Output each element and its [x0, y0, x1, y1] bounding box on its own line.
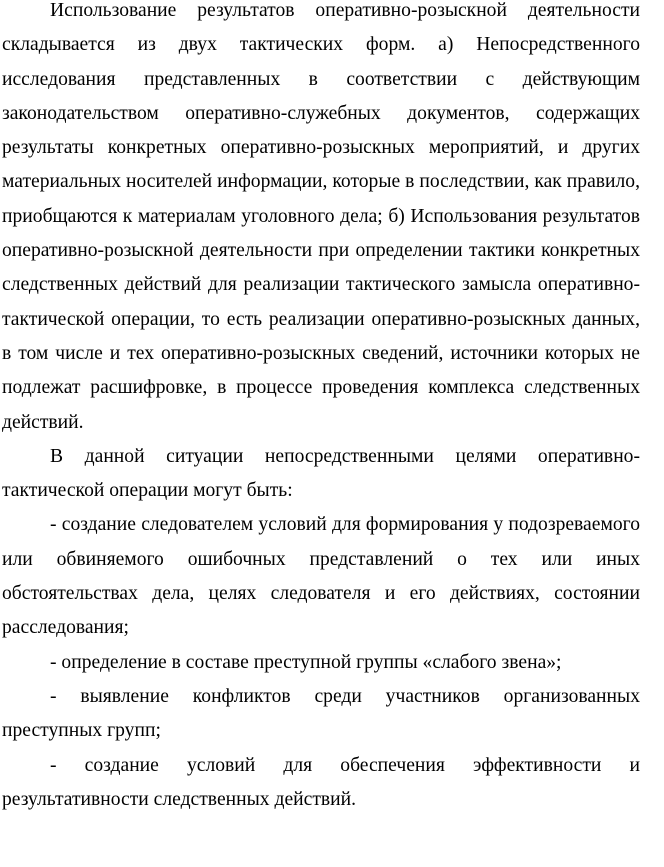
list-item-conflicts: - выявление конфликтов среди участников организованных преступных групп;	[2, 685, 640, 742]
paragraph-ord-usage: Использование результатов оперативно-розыскной деятельности складывается из двух тактических форм. а) Непосредственного исследования представленных в соответствии с действующим законодательством оперативно-служебных документов, содержащих результаты конкретных оперативно-розыскных мероприятий, и других материальных носителей информации, которые в последствии, как правило, приобщаются к материалам уголовного дела; б) Использования результатов оперативно-розыскной деятельности при определении тактики конкретных следственных действий для реализации тактического замысла оперативно-тактической операции, то есть реализации оперативно-розыскных данных, в том числе и тех оперативно-розыскных сведений, источники которых не подлежат расшифровке, в процессе проведения комплекса следственных действий.	[2, 0, 640, 433]
list-item-effectiveness: - создание условий для обеспечения эффективности и результативности следственных действий.	[2, 754, 640, 810]
list-item-false-impressions: - создание следователем условий для формирования у подозреваемого или обвиняемого ошибочных представлений о тех или иных обстоятельствах дела, целях следователя и его действиях, состоянии расследования;	[2, 514, 640, 639]
list-item-weak-link: - определение в составе преступной группы «слабого звена»;	[50, 651, 562, 673]
paragraph-situation-goals: В данной ситуации непосредственными целями оперативно-тактической операции могут быть:	[2, 445, 640, 502]
